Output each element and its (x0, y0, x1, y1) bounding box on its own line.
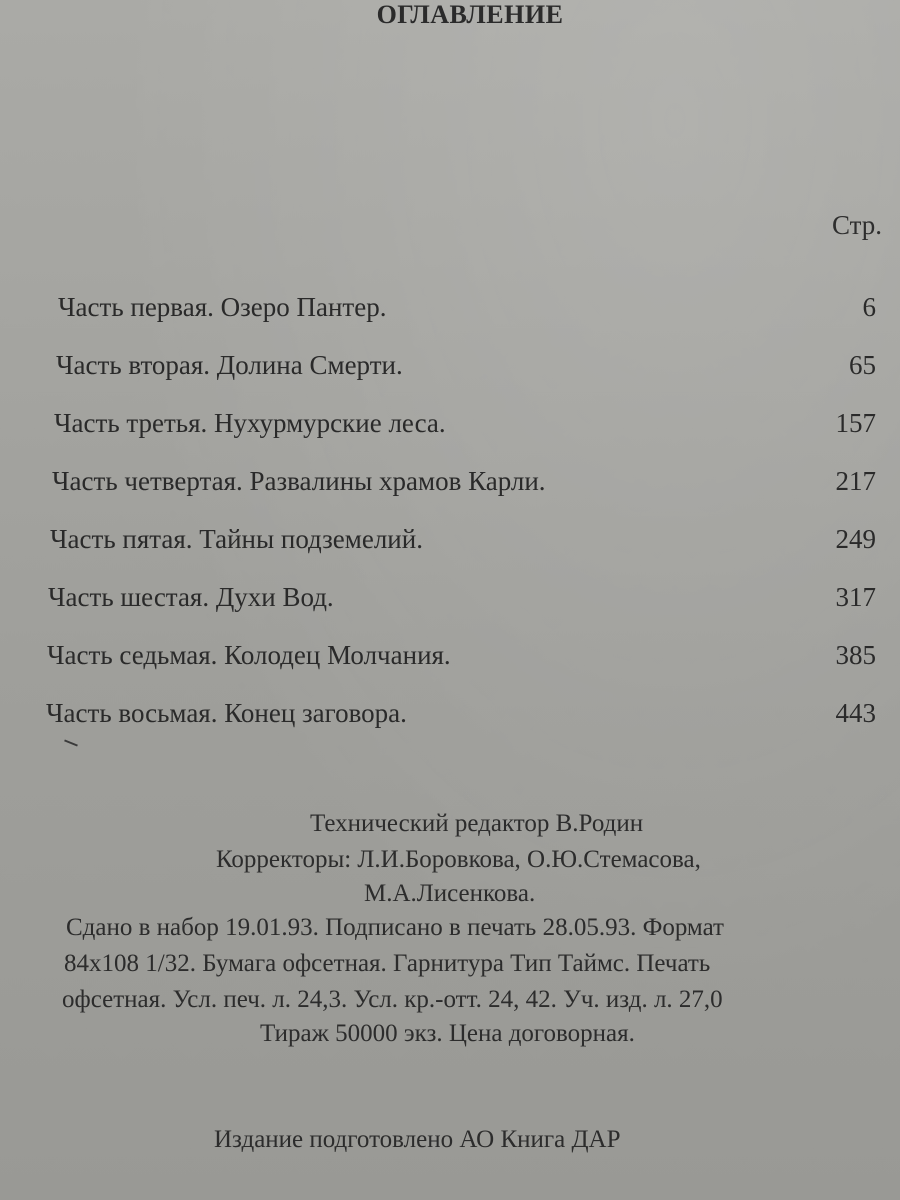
toc-entry-title: Часть вторая. Долина Смерти. (56, 350, 403, 380)
toc-entry-page: 65 (849, 350, 876, 380)
toc-entry-title: Часть седьмая. Колодец Молчания. (47, 640, 451, 670)
toc-entry (58, 292, 876, 332)
toc-entry-page: 249 (835, 524, 876, 554)
imprint-details: офсетная. Усл. печ. л. 24,3. Усл. кр.-отт. 24, 42. Уч. изд. л. 27,0 (62, 986, 723, 1013)
toc-entry-page: 6 (862, 292, 876, 322)
toc-entry-title: Часть первая. Озеро Пантер. (58, 292, 387, 322)
imprint-correctors: Корректоры: Л.И.Боровкова, О.Ю.Стемасова, (216, 846, 701, 873)
toc-entry-page: 317 (835, 582, 876, 612)
imprint-details: 84x108 1/32. Бумага офсетная. Гарнитура Тип Таймс. Печать (64, 950, 711, 977)
page-column-label: Стр. (831, 210, 882, 240)
toc-entry (52, 466, 876, 506)
toc-entry-title: Часть пятая. Тайны подземелий. (50, 524, 423, 554)
toc-entry-title: Часть третья. Нухурмурские леса. (54, 408, 446, 438)
toc-entry (54, 408, 876, 448)
imprint-print-run: Тираж 50000 экз. Цена договорная. (260, 1020, 635, 1047)
toc-entry-page: 443 (835, 698, 876, 728)
stray-print-mark (64, 739, 78, 746)
toc-entry-title: Часть шестая. Духи Вод. (48, 582, 334, 612)
imprint-tech-editor: Технический редактор В.Родин (310, 810, 644, 837)
toc-entry (48, 582, 876, 622)
toc-entry (47, 640, 876, 680)
page-heading: ОГЛАВЛЕНИЕ (376, 0, 564, 29)
toc-entry-page: 217 (835, 466, 876, 496)
imprint-details: Сдано в набор 19.01.93. Подписано в печать 28.05.93. Формат (66, 914, 724, 941)
toc-entry-title: Часть четвертая. Развалины храмов Карли. (52, 466, 546, 496)
imprint-correctors-cont: М.А.Лисенкова. (364, 880, 536, 907)
imprint-publisher: Издание подготовлено АО Книга ДАР (214, 1126, 621, 1153)
toc-entry (56, 350, 876, 390)
toc-entry (50, 524, 876, 564)
toc-entry-title: Часть восьмая. Конец заговора. (46, 698, 407, 728)
toc-entry-page: 385 (835, 640, 876, 670)
toc-entry-page: 157 (835, 408, 876, 438)
toc-entry (46, 698, 876, 738)
